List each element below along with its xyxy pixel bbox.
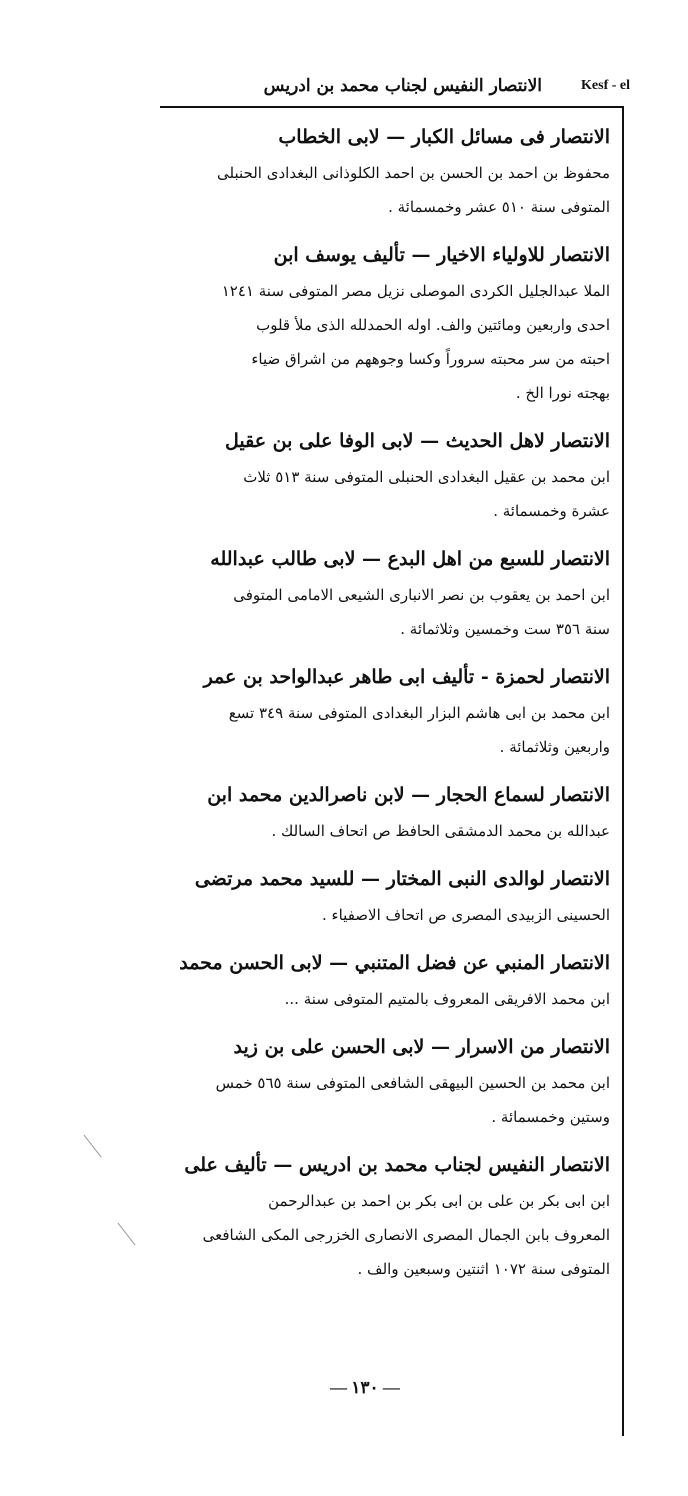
entry-line: سنة ٣٥٦ ست وخمسين وثلاثمائة . [400,620,610,638]
entry-10 [158,1146,610,1286]
entry-title-line: الانتصار لسماع الحجار — لابن ناصرالدين محمد ابن [207,784,610,806]
entry-7 [158,860,610,932]
margin-scratch-mark [117,1223,135,1246]
header-rule [160,106,624,108]
entry-title-line: الانتصار المنبي عن فضل المتنبي — لابى الحسن محمد [179,952,610,974]
entry-title-line: الانتصار فى مسائل الكبار — لابى الخطاب [278,126,610,148]
entry-8 [158,944,610,1016]
entry-line: الملا عبدالجليل الكردى الموصلى نزيل مصر المتوفى سنة ١٢٤١ [221,282,610,300]
entry-9 [158,1028,610,1134]
entry-line: وستين وخمسمائة . [491,1108,610,1126]
entry-line: المتوفى سنة ٥١٠ عشر وخمسمائة . [388,198,610,216]
entry-line: الحسينى الزبيدى المصرى ص اتحاف الاصفياء . [322,906,610,924]
entry-line: بهجته نورا الخ . [515,384,610,402]
entry-4 [158,540,610,646]
entry-5 [158,658,610,764]
entry-line: ابن محمد بن ابى هاشم البزار البغدادى المتوفى سنة ٣٤٩ تسع [228,704,610,722]
entry-title-line: الانتصار من الاسرار — لابى الحسن على بن زيد [233,1036,610,1058]
entry-1 [158,118,610,224]
entry-title-line: الانتصار للسبع من اهل البدع — لابى طالب عبدالله [210,548,610,570]
entry-line: ابن محمد بن عقيل البغدادى الحنبلى المتوفى سنة ٥١٣ ثلاث [243,468,610,486]
entry-line: ابن ابى بكر بن على بن ابى بكر بن احمد بن عبدالرحمن [268,1192,610,1210]
running-header-title: الانتصار النفيس لجناب محمد بن ادريس [263,76,542,96]
entry-line: المتوفى سنة ١٠٧٢ اثنتين وسبعين والف . [357,1260,610,1278]
entry-line: المعروف بابن الجمال المصرى الانصارى الخزرجى المكى الشافعى [202,1226,610,1244]
entry-title-line: الانتصار لاهل الحديث — لابى الوفا على بن عقيل [225,430,610,452]
entry-line: عبدالله بن محمد الدمشقى الحافظ ص اتحاف السالك . [271,822,610,840]
entry-3 [158,422,610,528]
entry-line: واربعين وثلاثمائة . [499,738,610,756]
page-number: — ١٣٠ — [330,1378,400,1397]
entry-line: ابن احمد بن يعقوب بن نصر الانبارى الشيعى الامامى المتوفى [233,586,610,604]
entry-line: محفوظ بن احمد بن الحسن بن احمد الكلوذانى البغدادى الحنبلى [217,164,610,182]
entry-line: احدى واربعين ومائتين والف. اوله الحمدلله الذى ملأ قلوب [256,316,610,334]
entry-list [158,118,610,1298]
entry-2 [158,236,610,410]
entry-title-line: الانتصار النفيس لجناب محمد بن ادريس — تأليف على [184,1154,610,1176]
column-rule [622,106,624,1436]
entry-line: ابن محمد بن الحسين البيهقى الشافعى المتوفى سنة ٥٦٥ خمس [215,1074,610,1092]
entry-line: ابن محمد الافريقى المعروف بالمتيم المتوفى سنة ... [284,990,610,1008]
entry-line: احبته من سر محبته سروراً وكسا وجوههم من اشراق ضياء [251,350,610,368]
entry-title-line: الانتصار للاولياء الاخيار — تأليف يوسف ابن [273,244,610,266]
entry-title-line: الانتصار لحمزة - تأليف ابى طاهر عبدالواحد بن عمر [203,666,610,688]
entry-line: عشرة وخمسمائة . [493,502,610,520]
entry-6 [158,776,610,848]
running-header [160,72,630,102]
running-header-label: Kesf - el [581,78,630,93]
entry-title-line: الانتصار لوالدى النبى المختار — للسيد محمد مرتضى [194,868,610,890]
margin-scratch-mark [83,1135,101,1158]
